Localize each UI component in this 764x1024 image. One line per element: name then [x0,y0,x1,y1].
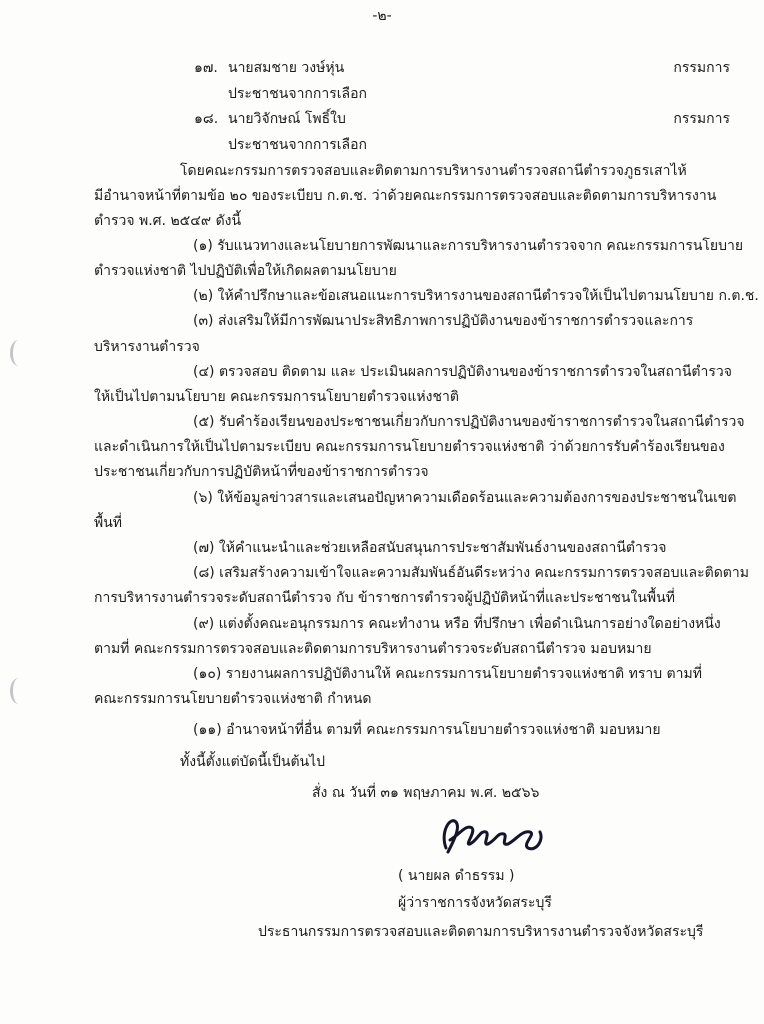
committee-member-18-num: ๑๘. [194,111,219,127]
duty-5: (๕) รับคำร้องเรียนของประชาชนเกี่ยวกับการปฏิบัติงานของข้าราชการตำรวจในสถานีตำรวจ [193,414,745,430]
duty-4: (๔) ตรวจสอบ ติดตาม และ ประเมินผลการปฏิบัติงานของข้าราชการตำรวจในสถานีตำรวจ [193,364,732,380]
intro-line-1: โดยคณะกรรมการตรวจสอบและติดตามการบริหารงานตำรวจสถานีตำรวจภูธรเสาไห้ [180,163,687,179]
duty-2: (๒) ให้คำปรึกษาและข้อเสนอแนะการบริหารงานของสถานีตำรวจให้เป็นไปตามนโยบาย ก.ต.ช. [193,288,759,304]
effective-statement: ทั้งนี้ตั้งแต่บัดนี้เป็นต้นไป [180,754,326,770]
intro-line-2: มีอำนาจหน้าที่ตามข้อ ๒๐ ของระเบียบ ก.ต.ช. ว่าด้วยคณะกรรมการตรวจสอบและติดตามการบริหารงาน [94,188,717,204]
duty-1: (๑) รับแนวทางและนโยบายการพัฒนาและการบริหารงานตำรวจจาก คณะกรรมการนโยบาย [193,238,744,254]
committee-member-17-role: กรรมการ [673,60,730,76]
duty-10-cont: คณะกรรมการนโยบายตำรวจแห่งชาติ กำหนด [94,691,372,707]
duty-11: (๑๑) อำนาจหน้าที่อื่น ตามที่ คณะกรรมการนโยบายตำรวจแห่งชาติ มอบหมาย [193,722,661,738]
duty-6-cont: พื้นที่ [94,515,123,531]
duty-5-cont: และดำเนินการให้เป็นไปตามระเบียบ คณะกรรมการนโยบายตำรวจแห่งชาติ ว่าด้วยการรับคำร้องเรียนของ [94,439,725,455]
duty-8-cont: การบริหารงานตำรวจระดับสถานีตำรวจ กับ ข้าราชการตำรวจผู้ปฏิบัติหน้าที่และประชาชนในพื้นที่ [94,590,675,606]
duty-3-cont: บริหารงานตำรวจ [94,339,200,355]
duty-9: (๙) แต่งตั้งคณะอนุกรรมการ คณะทำงาน หรือ ที่ปรึกษา เพื่อดำเนินการอย่างใดอย่างหนึ่ง [193,616,721,632]
page-number: -๒- [372,8,392,24]
signature [426,810,576,860]
duty-5-cont2: ประชาชนเกี่ยวกับการปฏิบัติหน้าที่ของข้าราชการตำรวจ [94,464,429,480]
punch-hole-mark [10,678,27,704]
duty-10: (๑๐) รายงานผลการปฏิบัติงานให้ คณะกรรมการนโยบายตำรวจแห่งชาติ ทราบ ตามที่ [193,666,702,682]
signer-title: ผู้ว่าราชการจังหวัดสระบุรี [398,895,552,911]
duty-7: (๗) ให้คำแนะนำและช่วยเหลือสนับสนุนการประชาสัมพันธ์งานของสถานีตำรวจ [193,540,667,556]
order-date: สั่ง ณ วันที่ ๓๑ พฤษภาคม พ.ศ. ๒๕๖๖ [312,785,540,801]
committee-member-17-note: ประชาชนจากการเลือก [228,86,368,102]
duty-9-cont: ตามที่ คณะกรรมการตรวจสอบและติดตามการบริหารงานตำรวจระดับสถานีตำรวจ มอบหมาย [94,641,652,657]
signer-name: ( นายผล ดำธรรม ) [398,868,515,884]
duty-3: (๓) ส่งเสริมให้มีการพัฒนาประสิทธิภาพการปฏิบัติงานของข้าราชการตำรวจและการ [193,313,694,329]
committee-member-17-name: นายสมชาย วงษ์หุ่น [228,60,345,76]
duty-8: (๘) เสริมสร้างความเข้าใจและความสัมพันธ์อันดีระหว่าง คณะกรรมการตรวจสอบและติดตาม [193,565,749,581]
punch-hole-mark [10,340,27,366]
committee-member-17-num: ๑๗. [194,60,218,76]
committee-member-18-role: กรรมการ [673,111,730,127]
duty-6: (๖) ให้ข้อมูลข่าวสารและเสนอปัญหาความเดือดร้อนและความต้องการของประชาชนในเขต [193,490,737,506]
intro-line-3: ตำรวจ พ.ศ. ๒๕๔๙ ดังนี้ [94,213,242,229]
duty-4-cont: ให้เป็นไปตามนโยบาย คณะกรรมการนโยบายตำรวจแห่งชาติ [94,389,459,405]
committee-member-18-note: ประชาชนจากการเลือก [228,137,368,153]
committee-member-18-name: นายวิจักษณ์ โพธิ์ใบ [228,111,346,127]
duty-1-cont: ตำรวจแห่งชาติ ไปปฏิบัติเพื่อให้เกิดผลตามนโยบาย [94,263,397,279]
signer-role: ประธานกรรมการตรวจสอบและติดตามการบริหารงานตำรวจจังหวัดสระบุรี [258,924,704,940]
